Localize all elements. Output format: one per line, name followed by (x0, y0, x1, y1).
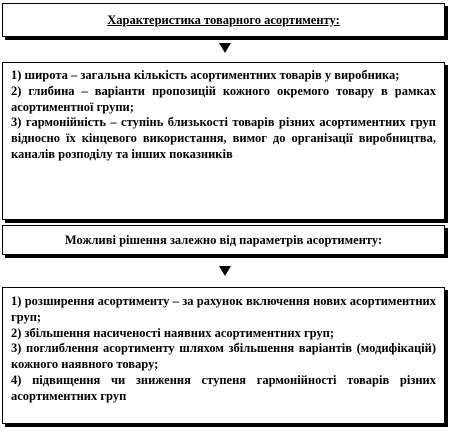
characteristic-item: 1) широта – загальна кількість асортиментних товарів у виробника; (11, 68, 400, 82)
down-arrow-2 (219, 266, 231, 276)
characteristic-item: 3) гармонійність – ступінь близькості товарів різних асортиментних груп відносно їх кінцевого використання, вимог до організації виробництва, каналів розподілу та інших показників (11, 115, 436, 161)
diagram-title: Характеристика товарного асортименту: (107, 12, 340, 27)
subtitle-box (2, 225, 445, 255)
diagram-subtitle: Можливі рішення залежно від параметрів асортименту: (64, 232, 383, 247)
decision-item: 2) збільшення насиченості наявних асортиментних груп; (11, 325, 335, 340)
decision-item: 1) розширення асортименту – за рахунок включення нових асортиментних груп; (11, 294, 436, 324)
decisions-box (2, 287, 445, 424)
decision-item: 4) підвищення чи зниження ступеня гармонійності товарів різних асортиментних груп (11, 372, 436, 403)
title-box (2, 3, 445, 37)
decision-item: 3) поглиблення асортименту шляхом збільшення варіантів (модифікацій) кожного наявного товару; (11, 341, 436, 372)
down-arrow-1 (219, 43, 231, 53)
characteristics-box (2, 62, 445, 220)
characteristic-item: 2) глибина – варіанти пропозицій кожного окремого товару в рамках асортиментної групи; (11, 83, 436, 114)
